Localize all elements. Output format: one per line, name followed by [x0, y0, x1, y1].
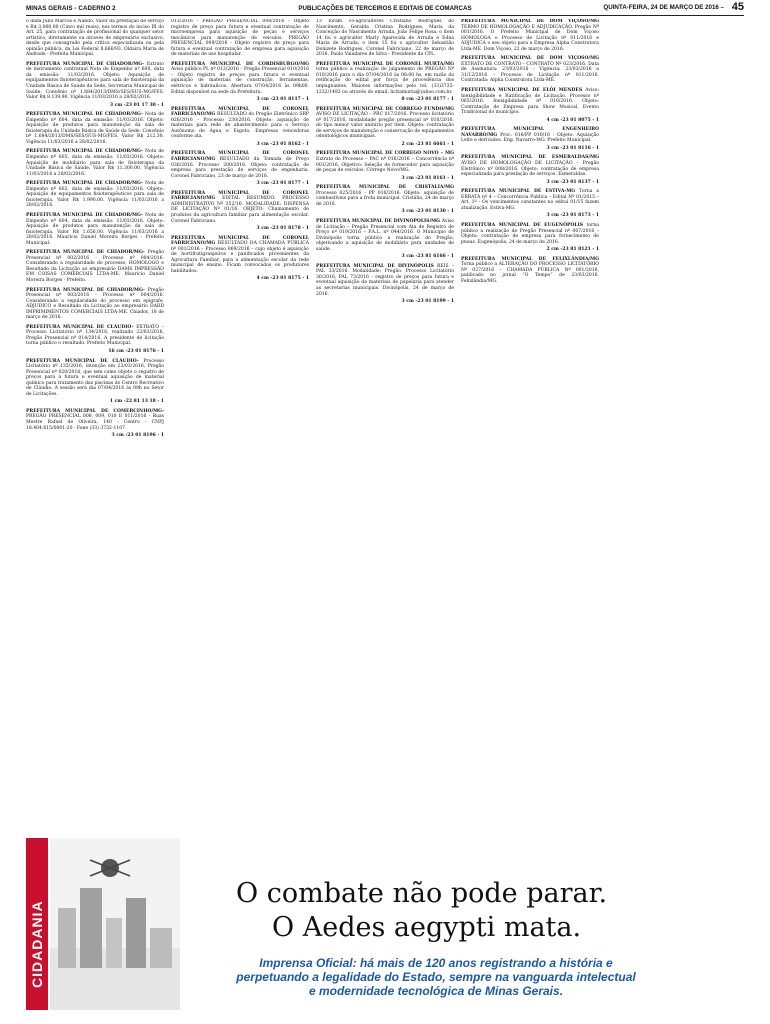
- notice-code: 3 cm -23 01 8196 - 1: [111, 433, 164, 439]
- notice-body: RESULTADO DA CHAMADA PÚBLICA nº 001/2016 – Processo 069/2016 – cujo objeto é aquisição de hortifrutigranjeiros e panificados provenientes da Agricultura Familiar, para a alimentação escolar da rede municipal de ensino. Ficam convocados os produtores habilitados.: [171, 241, 309, 274]
- notice-item: [461, 56, 599, 84]
- notice-title: PREFEITURA MUNICIPAL DE CHIADOR/MG-: [26, 212, 146, 218]
- notice-code: 3 cm -23 01 8130 - 1: [401, 209, 454, 215]
- notice-body: Nota de Empenho nº 605, data da emissão: 11/03/2016. Objeto: Aquisição de mobiliário para sala de fisioterapia da Unidade Básica de Saúde. Valor R$ 11.300,00. Vigência 11/03/2016 a 28/02/2016.: [26, 149, 164, 177]
- notice-item: [316, 151, 454, 181]
- notice-code: 3 cm -23 81 6166 - 1: [401, 254, 454, 260]
- notice-item: [26, 250, 164, 283]
- notice-title: PREFEITURA MUNICIPAL DE CORREGO FUNDO/MG: [316, 106, 454, 112]
- lead-paragraph: 13 foram co-agricultores Cristiano Rodrigues do Nascimento, Geralda Cristina Rodrigues, Maria da Conceição do Nascimento Arruda, João Felipe Rosa, o item 14 foi o agricultor Marly Aparecida de Arruda e Edna Maria de Arruda; o item 15 foi o agricultor Sebastião Donizete Rodrigues. Coronel Fabriciano, 22 de março de 2016. Paulo Valadares de Silva - Presidente da CPL.: [316, 19, 454, 58]
- notice-title: PREFEITURA MUNICIPAL DE CRISTALIA/MG: [316, 185, 454, 191]
- notice-title: PREFEITURA MUNICIPAL DE CORONEL FABRICIANO/MG: [171, 235, 309, 247]
- header-title: PUBLICAÇÕES DE TERCEIROS E EDITAIS DE COMARCAS: [298, 5, 472, 12]
- column-2: [171, 19, 309, 589]
- notice-body: Aviso: Inexigibilidade e Ratificação de Licitação. Processo nº 065/2016. Inexigibilidade nº 010/2016. Objeto: Contratação de Empresa para Show Musical, Evento Tradicional do município.: [461, 88, 599, 116]
- mosquito-illustration: [50, 838, 180, 1010]
- notice-code: 2 cm -23 81 8121 - 1: [546, 247, 599, 253]
- notice-body: Torna público a ALTERAÇÃO DO PROCESSO LICITATÓRIO Nº 027/2016 – CHAMADA PÚBLICA Nº 001/2016, publicado no jornal “O Tempo” de 23/03/2016. Felixlândia/MG.: [461, 262, 599, 284]
- notice-body: EXTRATO DE CONTRATO - CONTRATO Nº 023/2016. Data de Assinatura: 23/03/2016 - Vigência: 23/03/2016 a 31/12/2016 – Processo de Licitação nº 011/2016. Contratada: Alpha Construtora Ltda-ME.: [461, 61, 599, 84]
- notice-item: [461, 155, 599, 185]
- notice-title: PREFEITURA MUNICIPAL DE EUGENÓPOLIS: [461, 222, 587, 228]
- notice-title: PREFEITURA MUNICIPAL DE CORONEL FABRICIANO/MG: [171, 106, 309, 118]
- notice-title: PREFEITURA MUNICIPAL ENGENHEIRO NAVARRO/MG: [461, 127, 599, 138]
- notice-code: 3 cm -23 01 8137 - 1: [546, 179, 599, 185]
- notice-title: PREFEITURA MUNICIPAL DE CHIADOR/MG-: [26, 250, 148, 256]
- notice-title: PREFEITURA MUNICIPAL DE CLÁUDIO-: [26, 358, 144, 364]
- notice-code: 3 cm -23 01 8161 - 1: [401, 175, 454, 181]
- page-number: 45: [731, 1, 744, 13]
- notice-title: PREFEITURA MUNICIPAL DE CORDISBURGO/MG: [171, 61, 309, 67]
- notice-item: [171, 107, 309, 148]
- notice-body: EDITAL RESUMIDO. PROCESSO ADMINISTRATIVO Nº 352/16. MODALIDADE: DISPENSA DE LICITAÇÃO Nº 01/16. OBJETO: Chamamento de produtos da agricultura familiar para alimentação escolar. Coronel Fabriciano.: [171, 196, 309, 224]
- notice-code: 3 cm -23 01 8178 - 1: [256, 226, 309, 232]
- notice-body: AVISO DE HOMOLOGAÇÃO DE LICITAÇÃO – Pregão Eletrônico nº 008/2016. Objeto: contratação de empresa especializada para prestação de serviços. Esmeraldas.: [461, 161, 599, 178]
- notice-body: torna público a realização do julgamento de PREGÃO Nº 010/2016 para o dia 07/04/2016 às 08:00 hs, em razão da retificação do edital por força de procedência dos impugnantes. Maiores informações pelo tel. (33)3735-1232/1492 ou através do email: licitamurta@yahoo.com.br.: [316, 67, 454, 95]
- headline-2: O Aedes aegypti mata.: [272, 912, 582, 943]
- notice-body: Nota de Empenho nº 602, data de emissão: 11/03/2016. Objeto: Aquisição de equipamentos fisioterapêuticos para sala de fisioterapia. Valor R$ 1.990,00. Vigência 11/03/2016 a 28/02/2016.: [26, 181, 164, 209]
- notice-title: PREFEITURA MUNICIPAL DE ELÓI MENDES: [461, 88, 586, 94]
- notice-item: [26, 213, 164, 246]
- notice-item: [26, 359, 164, 405]
- campaign-banner: [26, 838, 744, 1010]
- city-skyline-icon: [50, 838, 180, 1010]
- notice-code: 3 cm -23 01 8173 - 1: [546, 213, 599, 219]
- notice-item: [26, 181, 164, 209]
- notice-item: [316, 264, 454, 305]
- notice-body: TERMO DE HOMOLOGAÇÃO E ADJUDICAÇÃO. Pregão Nº 001/2016. O Prefeito Municipal de Dom Viçoso HOMOLOGA o Processo de Licitação nº 011/2016 e ADJUDICA o seu objeto para a Empresa Alpha Construtora Ltda-ME. Dom Viçoso, 22 de março de 2016.: [461, 24, 599, 52]
- notice-item: [461, 223, 599, 253]
- notice-body: Proc. 016/PP 010/16 - Objeto: Aquisição Leite e derivados. Eng. Navarro-MG. Prefeito Municipal.: [461, 132, 599, 144]
- notice-item: [171, 236, 309, 282]
- section-label: MINAS GERAIS - CADERNO 2: [26, 5, 116, 12]
- notice-item: [461, 19, 599, 52]
- notice-title: PREFEITURA MUNICIPAL DE ESMERALDAS/MG: [461, 155, 599, 161]
- notice-item: [171, 151, 309, 186]
- notice-title: PREFEITURA MUNICIPAL DE DIVINOPOLIS/MG: [316, 218, 442, 224]
- notice-body: Pregão Presencial nº 002/2016 - Processo nº 004/2016. Considerando a regularidade do processo, HOMOLOGO e Resultado da Licitação ao empresário DAMS IMPRESSÃO EM COISAS COMERCIAIS LTDA-ME. Maurício Daniel Moreira Borges - Prefeito.: [26, 250, 164, 283]
- cidadania-label: CIDADANIA: [29, 900, 45, 988]
- notice-body: Aviso de Licitação – Pregão Presencial com Ata de Registro de Preço nº 019/2016 – P.A.L. nº 044/2016. O Município de Divinópolis torna público a realização do Pregão, objetivando a aquisição de mobiliário para unidades de saúde.: [316, 218, 454, 252]
- notice-body: RESULTADO da Tomada de Preço 036/2016. Processo 200/2016. Objeto: contratação de empresa para prestação de serviços de engenharia. Coronel Fabriciano, 23 de março de 2016.: [171, 157, 309, 179]
- notice-title: PREFEITURA MUNICIPAL DE CHIADOR/MG-: [26, 287, 148, 293]
- notice-columns: [26, 19, 744, 909]
- notice-item: [171, 62, 309, 103]
- notice-body: AVISO DE LICITAÇÃO – PRC 017/2016. Processo licitatório nº 017/2016, modalidade pregão presencial nº 010/2016, do tipo menor valor unitário por item. Objeto: contratação de serviços de manutenção e conservação de equipamentos odontológicos municipais.: [316, 112, 454, 140]
- notice-code: 3 cm -23 01 8162 - 1: [256, 141, 309, 147]
- notice-item: [26, 149, 164, 177]
- notice-item: [316, 219, 454, 260]
- notice-code: 1 cm -22 81 13 18 - 1: [109, 399, 164, 405]
- notice-code: 3 cm -23 01 17 30 - 1: [109, 102, 164, 108]
- notice-title: PREFEITURA MUNICIPAL DE COMERCINHO/MG-: [26, 408, 164, 414]
- notice-body: Processo 025/2016 - PP 016/2016. Objeto: aquisição de combustíveis para a frota municipal. Cristália, 24 de março de 2016.: [316, 190, 454, 207]
- notice-body: Processo Licitatório nº 135/2016, intenção em 23/03/2016, Pregão Presencial nº 020/2016, que tem como objeto o registro de preços para a futura e eventual aquisição de material químico para tratamento das piscinas do Centro Recreativo de Cláudio. A sessão será dia 07/04/2016 às 09h no Setor de Licitações.: [26, 358, 164, 397]
- notice-title: PREFEITURA MUNICIPAL DE CORREGO NOVO – MG: [316, 151, 454, 157]
- notice-body: PREGÃO PRESENCIAL 008, 009, 010 E 011/2016 - Ruas Mestre Rafael de Oliveira, 140 - Centro - CNPJ 18.404.615/0001-20 - Fone (33) 3732-1107.: [26, 414, 164, 431]
- notice-body: Extrato de instrumento contratual Nota de Empenho nº 600, data da emissão: 11/03/2016. Objeto: Aquisição de equipamentos fisioterapêuticos para sala de fisioterapia da Unidade Básica de Saúde da Sede, Secretaria Municipal de Saúde. Convênio nº 1.684/2013/DMS/SES/SUS-MG/FES. Valor R$ 8.139,90. Vigência 11/03/2016 a 28/02/2016.: [26, 61, 164, 101]
- notice-item: [461, 189, 599, 219]
- notice-title: PREFEITURA MUNICIPAL DE DOM VIÇOSO/MG: [461, 56, 599, 62]
- notice-body: torna público a realização de Pregão Presencial nº 007/2016 – Objeto: contratação de empresa para fornecimento de pneus. Eugenópolis, 24 de março de 2016.: [461, 222, 599, 245]
- notice-item: [316, 62, 454, 103]
- notice-body: REIS – PAL 33/2016. Modalidade: Pregão. Processo Licitatório 36/2016, PAL 73/2016 - registro de preços para futura e eventual aquisição de materiais de papelaria para atender as secretarias municipais. Divinópolis, 24 de março de 2016.: [316, 263, 454, 297]
- notice-item: [316, 185, 454, 215]
- notice-item: [461, 257, 599, 285]
- header-rule: [26, 15, 744, 16]
- notice-title: PREFEITURA MUNICIPAL DE CORONEL FABRICIANO/MG: [171, 151, 309, 163]
- notice-item: [461, 88, 599, 123]
- lead-paragraph: 013/2016 - PREGÃO PRESENCIAL 008/2016 - Objeto registro de preço para futura e eventual contratação de microempresa para aquisição de peças e serviços mecânicos para manutenção de veículos. PREGÃO PRESENCIAL 009/2016 - Objeto registro de preço para futura e eventual contratação de empresa para aquisição de materiais de uso hospitalar.: [171, 19, 309, 58]
- headline-1: O combate não pode parar.: [236, 878, 608, 909]
- notice-body: Nota de Empenho nº 604, data da emissão: 11/03/2016. Objeto: Aquisição de produtos para manutenção da sala de fisioterapia. Valor R$ 1.656,00. Vigência 11/03/2016 a 28/02/2016. Maurício Daniel Moreira Borges - Prefeito Municipal.: [26, 212, 164, 246]
- column-4: [461, 19, 599, 909]
- notice-title: PREFEITURA MUNICIPAL DE CHIADOR/MG-: [26, 61, 147, 67]
- notice-title: PREFEITURA MUNICIPAL DE CHIADOR/MG-: [26, 181, 146, 187]
- notice-title: PREFEITURA MUNICIPAL DE ESTIVA-MG: [461, 189, 580, 195]
- notice-item: [26, 409, 164, 439]
- notice-title: PREFEITURA MUNICIPAL DE CHIADOR/MG-: [26, 149, 146, 155]
- notice-code: 3 cm -23 01 8199 - 1: [401, 299, 454, 305]
- notice-code: 16 cm -23 01 8176 - 1: [108, 348, 164, 354]
- notice-body: EXTRATO – Processo Licitatório nº 134/2016, realizado 22/03/2016, Pregão Presencial nº 014/2016. A presidente de licitação torna público o resultado. Prefeito Municipal.: [26, 324, 164, 347]
- notice-title: PREFEITURA MUNICIPAL DE DIVINÓPOLIS: [316, 263, 437, 269]
- notice-item: [26, 288, 164, 321]
- notice-title: PREFEITURA MUNICIPAL DE CORONEL MURTA/MG: [316, 61, 454, 67]
- lead-paragraph: o dada Julio Marcos e Nando, Valor da prestação de serviço e R$ 3.000,00 (Cinco mil reais), nos termos do inciso III do Art. 25, para contratação de profissional do qualquer setor artístico, diretamente ou através de empresário exclusivo, desde que consagrado pela crítica especializada ou pela opinião pública, da Lei Federal 8.666/93. Oldaíra Maria de Andrade - Prefeita Municipal.: [26, 19, 164, 58]
- column-5: [606, 19, 744, 909]
- notice-title: PREFEITURA MUNICIPAL DE CLÁUDIO-: [26, 324, 137, 330]
- page-header: [26, 0, 744, 16]
- notice-item: [316, 107, 454, 148]
- slogan: Imprensa Oficial: há mais de 120 anos registrando a história e perpetuando a legalidade do Estado, sempre na vanguarda intelectual e modernidade tecnológica de Minas Gerais.: [236, 956, 636, 998]
- notice-item: [26, 325, 164, 355]
- notice-code: 2 cm -23 81 6661 - 1: [401, 141, 454, 147]
- notice-title: PREFEITURA MUNICIPAL DE FELIXLÂNDIA/MG: [461, 256, 599, 262]
- cidadania-strip: [26, 838, 48, 1010]
- column-1: [26, 19, 164, 589]
- notice-item: [26, 112, 164, 145]
- notice-title: PREFEITURA MUNICIPAL DE CORONEL FABRICIANO/MG: [171, 190, 309, 202]
- notice-body: Aviso público PL nº 013/2016 – Pregão Presencial 010/2016 – Objeto registro de preços para futura e eventual aquisição de materiais de construção, ferramentas, elétricos e hidráulicos. Abertura 07/04/2016 às 09h00. Edital disponível na sede da Prefeitura.: [171, 67, 309, 95]
- notice-code: 3 cm -23 01 8116 - 1: [546, 145, 599, 151]
- notice-item: [171, 191, 309, 232]
- header-date: QUINTA-FEIRA, 24 DE MARÇO DE 2016 –: [603, 4, 724, 11]
- notice-code: 4 cm -23 01 8075 - 1: [546, 117, 599, 123]
- notice-body: RESULTADO do Pregão Eletrônico SRP 026/2016 - Processo 230/2016. Objeto: aquisição de materiais para rede de abastecimento para o Serviço Autônomo de Água e Esgoto. Empresas vencedoras conforme ata.: [171, 112, 309, 140]
- notice-item: [461, 127, 599, 151]
- notice-body: Torna a ERRATA nº 4 – Concorrência Pública – Edital Nº 01/2015 – Art. 1º - Os vencimentos constantes no edital 01/15 fazem atualização. Estiva-MG.: [461, 189, 599, 211]
- column-3: [316, 19, 454, 639]
- notice-body: Nota de Empenho nº 604, data da emissão: 11/03/2016. Objeto: Aquisição de produtos para manutenção da sala de fisioterapia da Unidade Básica de Saúde da Sede. Convênio nº 1.684/2013/DMS/SES/SUS-MG/FES. Valor R$ 212,30. Vigência 11/03/2016 a 28/02/2016.: [26, 112, 164, 145]
- notice-title: PREFEITURA MUNICIPAL DE CHIADOR/MG-: [26, 112, 146, 118]
- notice-code: 3 cm -23 01 8117 - 1: [256, 97, 309, 103]
- notice-title: PREFEITURA MUNICIPAL DE DOM VIÇOSO/MG: [461, 19, 599, 24]
- notice-code: 4 cm -23 01 8175 - 1: [256, 276, 309, 282]
- notice-code: 8 cm -23 01 8177 - 1: [401, 97, 454, 103]
- notice-body: Pregão Presencial nº 003/2016 - Processo nº 004/2016. Considerando a regularidade do processo em epígrafe, ADJUDICO e Resultado da Licitação ao empresário DARD IMPRIMIMENTOS COMERCIAIS LTDA-ME. Chiador, 18 de março de 2016.: [26, 287, 164, 321]
- notice-code: 3 cm -23 01 8177 - 1: [256, 181, 309, 187]
- notice-item: [26, 62, 164, 108]
- notice-body: Extrato do Processo – PAC nº 016/2016 – Concorrência nº 001/2016. Objetivo: Seleção de fornecedor para aquisição de peças de veículos. Córrego Novo/MG.: [316, 157, 454, 174]
